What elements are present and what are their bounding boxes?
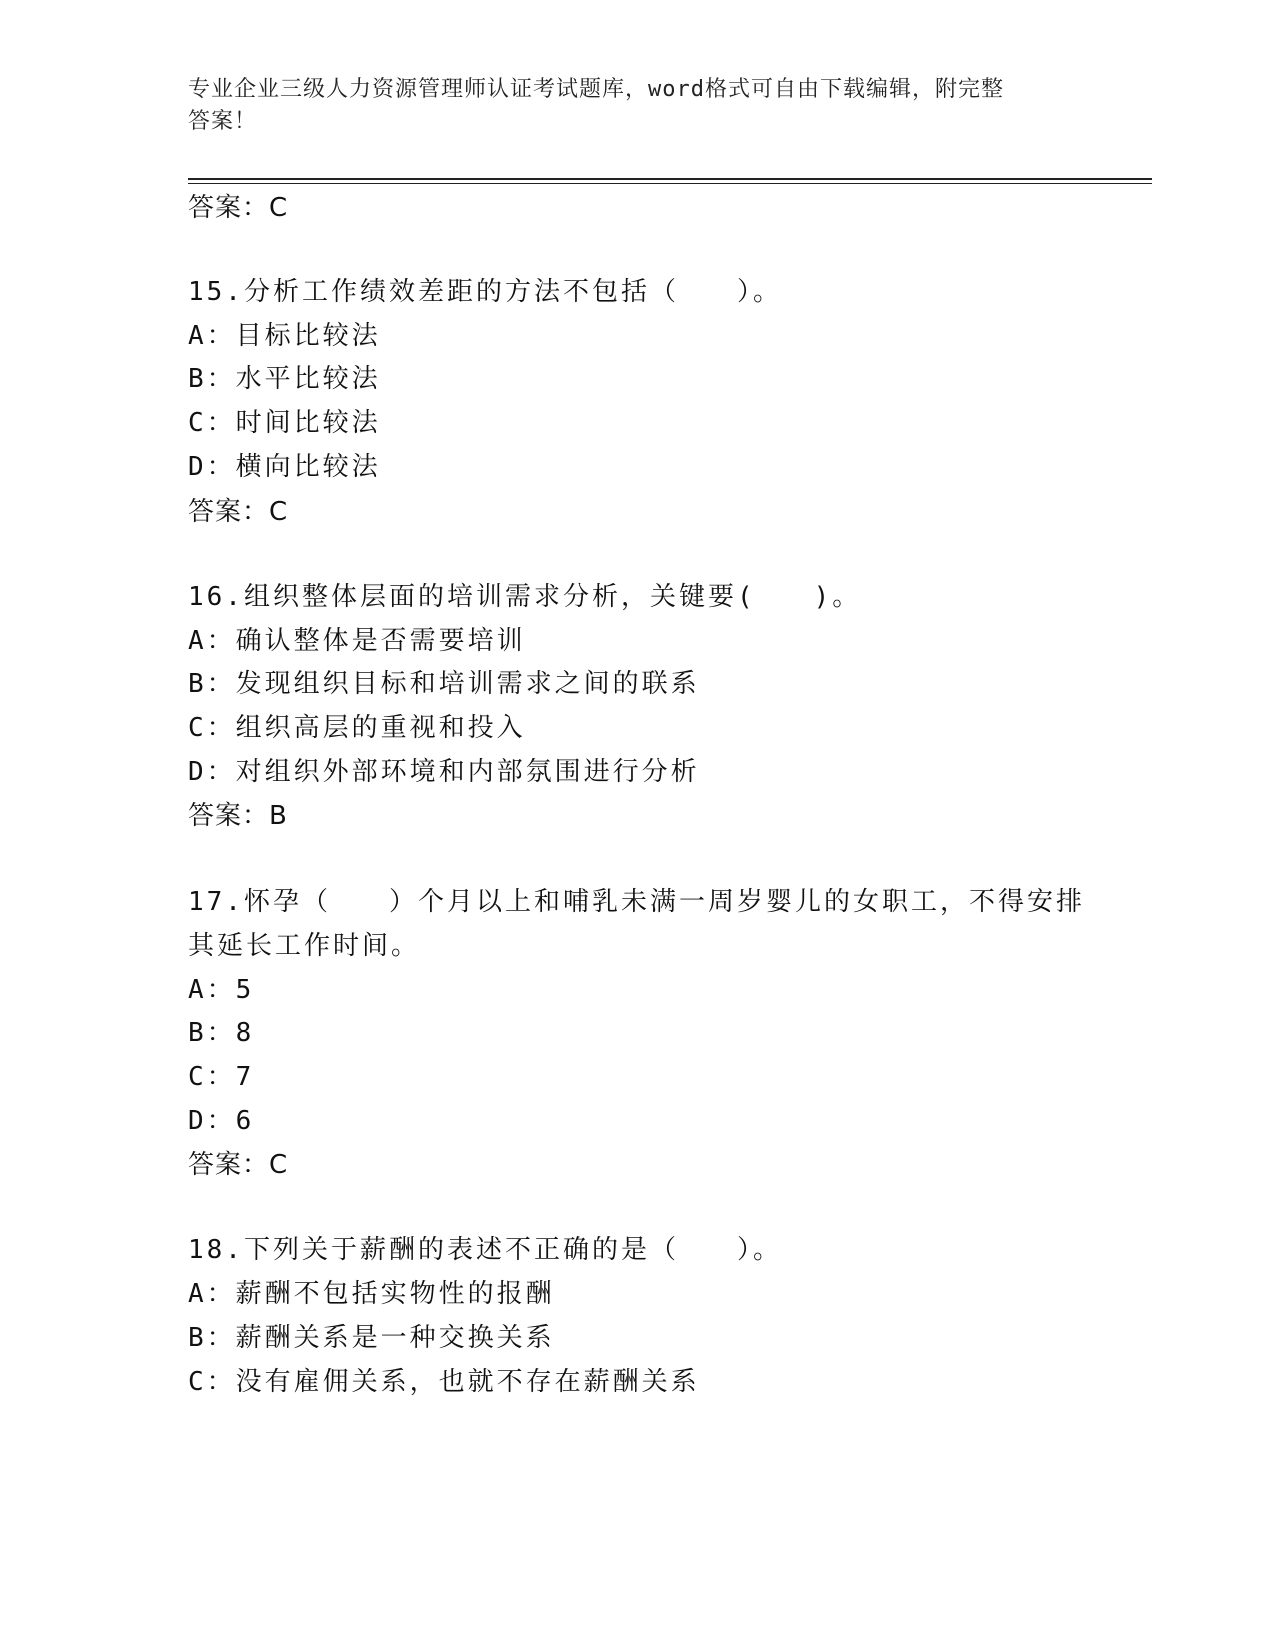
document-header — [188, 74, 1088, 138]
question-16-answer: 答案：B — [188, 801, 288, 831]
question-15-option-a: A：目标比较法 — [188, 321, 381, 351]
question-15-option-d: D：横向比较法 — [188, 452, 381, 482]
question-17-option-c: C：7 — [188, 1062, 255, 1092]
question-16-option-d: D：对组织外部环境和内部氛围进行分析 — [188, 757, 700, 787]
question-15-option-b: B：水平比较法 — [188, 364, 381, 394]
question-16-option-c: C：组织高层的重视和投入 — [188, 713, 526, 743]
question-15-option-c: C：时间比较法 — [188, 408, 381, 438]
question-17-stem-continuation: 其延长工作时间。 — [188, 931, 421, 961]
question-17-answer: 答案：C — [188, 1150, 289, 1180]
question-16-stem: 16.组织整体层面的培训需求分析，关键要( )。 — [188, 582, 862, 612]
question-16-option-a: A：确认整体是否需要培训 — [188, 626, 526, 656]
question-18-option-b: B：薪酬关系是一种交换关系 — [188, 1323, 555, 1353]
question-17-option-d: D：6 — [188, 1106, 255, 1136]
question-18-option-c: C：没有雇佣关系，也就不存在薪酬关系 — [188, 1367, 700, 1397]
header-line-2: 答案！ — [188, 109, 258, 134]
question-16-option-b: B：发现组织目标和培训需求之间的联系 — [188, 669, 700, 699]
header-divider-thin — [188, 183, 1152, 184]
question-15-stem: 15.分析工作绩效差距的方法不包括（ ）。 — [188, 277, 782, 307]
question-17-stem: 17.怀孕（ ）个月以上和哺乳未满一周岁婴儿的女职工，不得安排 — [188, 887, 1085, 917]
question-15-answer: 答案：C — [188, 497, 289, 527]
question-18-option-a: A：薪酬不包括实物性的报酬 — [188, 1279, 555, 1309]
question-18-stem: 18.下列关于薪酬的表述不正确的是（ ）。 — [188, 1235, 782, 1265]
header-line-1: 专业企业三级人力资源管理师认证考试题库，word格式可自由下载编辑，附完整 — [188, 77, 1004, 102]
header-divider — [188, 178, 1152, 180]
answer-line: 答案：C — [188, 193, 289, 223]
question-17-option-a: A：5 — [188, 975, 255, 1005]
question-17-option-b: B：8 — [188, 1018, 255, 1048]
